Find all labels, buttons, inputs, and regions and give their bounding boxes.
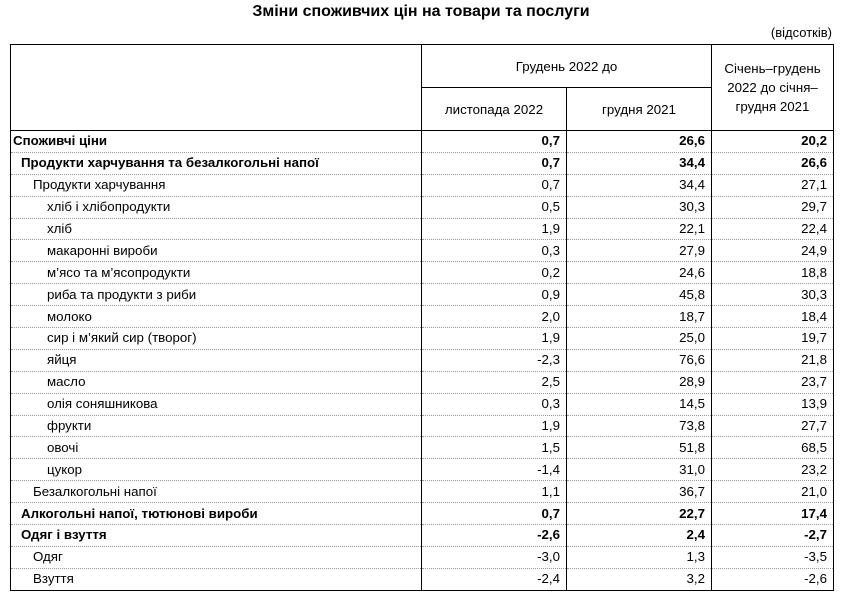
row-value-v3: 20,2: [712, 131, 834, 153]
table-row: [11, 371, 834, 393]
row-value-v3: 26,6: [712, 152, 834, 174]
row-value-v1: -2,3: [422, 349, 567, 371]
row-value-v1: 0,7: [422, 131, 567, 153]
row-label: яйця: [11, 349, 422, 371]
row-label: м’ясо та м’ясопродукти: [11, 262, 422, 284]
row-value-v1: 1,5: [422, 437, 567, 459]
row-value-v1: -1,4: [422, 459, 567, 481]
table-row: [11, 568, 834, 590]
table-row: [11, 415, 834, 437]
row-value-v1: 0,9: [422, 284, 567, 306]
row-value-v2: 73,8: [567, 415, 712, 437]
row-label: молоко: [11, 306, 422, 328]
table-row: [11, 174, 834, 196]
row-label: фрукти: [11, 415, 422, 437]
row-value-v1: 0,5: [422, 196, 567, 218]
header-november: листопада 2022: [422, 88, 567, 131]
table-row: [11, 503, 834, 525]
row-label: Взуття: [11, 568, 422, 590]
row-value-v3: -2,7: [712, 525, 834, 547]
row-label: Продукти харчування: [11, 174, 422, 196]
table-row: [11, 262, 834, 284]
row-value-v3: -2,6: [712, 568, 834, 590]
table-row: [11, 152, 834, 174]
row-value-v3: 23,2: [712, 459, 834, 481]
row-label: цукор: [11, 459, 422, 481]
row-value-v2: 76,6: [567, 349, 712, 371]
row-value-v2: 3,2: [567, 568, 712, 590]
row-value-v2: 14,5: [567, 393, 712, 415]
table-body: [11, 131, 834, 591]
row-value-v3: 19,7: [712, 328, 834, 350]
table-row: [11, 525, 834, 547]
row-value-v3: 68,5: [712, 437, 834, 459]
table-row: [11, 131, 834, 153]
row-label: Споживчі ціни: [11, 131, 422, 153]
row-value-v2: 45,8: [567, 284, 712, 306]
row-value-v2: 34,4: [567, 174, 712, 196]
row-value-v1: 0,2: [422, 262, 567, 284]
row-value-v1: 0,7: [422, 503, 567, 525]
row-value-v3: 23,7: [712, 371, 834, 393]
table-row: [11, 306, 834, 328]
row-value-v3: 30,3: [712, 284, 834, 306]
row-label: овочі: [11, 437, 422, 459]
row-value-v1: 0,3: [422, 240, 567, 262]
row-value-v3: 27,7: [712, 415, 834, 437]
row-value-v1: -2,4: [422, 568, 567, 590]
row-value-v1: -3,0: [422, 546, 567, 568]
row-value-v2: 26,6: [567, 131, 712, 153]
row-value-v3: -3,5: [712, 546, 834, 568]
row-value-v2: 24,6: [567, 262, 712, 284]
row-value-v1: 0,7: [422, 152, 567, 174]
row-value-v2: 1,3: [567, 546, 712, 568]
row-value-v2: 25,0: [567, 328, 712, 350]
row-value-v3: 21,8: [712, 349, 834, 371]
row-value-v3: 17,4: [712, 503, 834, 525]
row-label: масло: [11, 371, 422, 393]
table-row: [11, 328, 834, 350]
row-label: хліб: [11, 218, 422, 240]
row-label: риба та продукти з риби: [11, 284, 422, 306]
row-value-v3: 18,4: [712, 306, 834, 328]
row-value-v2: 30,3: [567, 196, 712, 218]
row-value-v1: 2,5: [422, 371, 567, 393]
row-label: макаронні вироби: [11, 240, 422, 262]
row-value-v3: 27,1: [712, 174, 834, 196]
row-value-v2: 28,9: [567, 371, 712, 393]
row-value-v3: 29,7: [712, 196, 834, 218]
row-value-v2: 36,7: [567, 481, 712, 503]
row-label: Одяг: [11, 546, 422, 568]
row-value-v1: 0,7: [422, 174, 567, 196]
row-value-v2: 51,8: [567, 437, 712, 459]
table-row: [11, 196, 834, 218]
header-december-2021: грудня 2021: [567, 88, 712, 131]
row-value-v1: 2,0: [422, 306, 567, 328]
row-label: Алкогольні напої, тютюнові вироби: [11, 503, 422, 525]
row-value-v2: 18,7: [567, 306, 712, 328]
row-value-v1: 1,9: [422, 328, 567, 350]
unit-note: (відсотків): [770, 25, 832, 40]
row-value-v3: 18,8: [712, 262, 834, 284]
row-value-v2: 22,7: [567, 503, 712, 525]
table-row: [11, 218, 834, 240]
table-row: [11, 393, 834, 415]
row-value-v2: 27,9: [567, 240, 712, 262]
row-value-v2: 31,0: [567, 459, 712, 481]
table-row: [11, 240, 834, 262]
table-row: [11, 284, 834, 306]
row-value-v1: 1,9: [422, 415, 567, 437]
table-row: [11, 459, 834, 481]
table-row: [11, 349, 834, 371]
row-value-v1: 1,1: [422, 481, 567, 503]
header-annual: Січень–грудень 2022 до січня–грудня 2021: [712, 45, 834, 131]
row-value-v1: 1,9: [422, 218, 567, 240]
row-value-v1: 0,3: [422, 393, 567, 415]
row-value-v3: 24,9: [712, 240, 834, 262]
row-label: сир і м’який сир (творог): [11, 328, 422, 350]
row-value-v2: 34,4: [567, 152, 712, 174]
price-changes-table: [10, 44, 834, 591]
row-value-v1: -2,6: [422, 525, 567, 547]
row-label: хліб і хлібопродукти: [11, 196, 422, 218]
row-value-v2: 22,1: [567, 218, 712, 240]
row-value-v3: 22,4: [712, 218, 834, 240]
row-label: Продукти харчування та безалкогольні напої: [11, 152, 422, 174]
row-label: Одяг і взуття: [11, 525, 422, 547]
table-row: [11, 481, 834, 503]
row-value-v3: 13,9: [712, 393, 834, 415]
header-group-december: Грудень 2022 до: [422, 45, 712, 88]
table-title: Зміни споживчих цін на товари та послуги: [252, 3, 590, 20]
table-row: [11, 437, 834, 459]
row-label: Безалкогольні напої: [11, 481, 422, 503]
row-value-v3: 21,0: [712, 481, 834, 503]
row-label: олія соняшникова: [11, 393, 422, 415]
row-value-v2: 2,4: [567, 525, 712, 547]
table-row: [11, 546, 834, 568]
header-blank-cell: [11, 45, 422, 131]
